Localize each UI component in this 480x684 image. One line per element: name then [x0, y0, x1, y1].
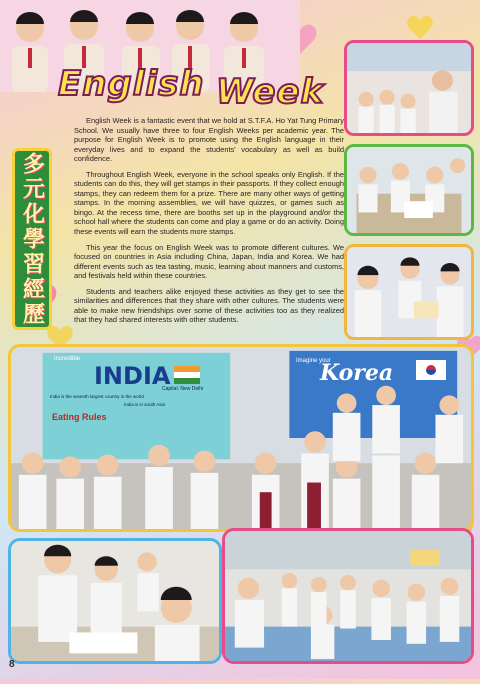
- korea-poster-sub: Imagine your: [296, 358, 331, 364]
- korea-flag: [416, 360, 446, 380]
- page-number: 8: [9, 659, 15, 670]
- photo-bottom-right: [222, 528, 474, 664]
- korea-poster-title: Korea: [320, 360, 394, 386]
- title-english: English: [58, 64, 205, 104]
- paragraph-1: English Week is a fantastic event that we hold at S.T.F.A. Ho Yat Tung Primary School. We usually have three to four English Weeks per academic year. The purpose for English Week is to promote using the English language in their everyday lives and to expand the students' vocabulary as well as build confidence.: [74, 116, 344, 164]
- india-poster-title: INDIA: [94, 362, 171, 390]
- paragraph-2: Throughout English Week, everyone in the school speaks only English. If the students can do this, they will get stamps in their passports. If they collect enough stamps, they can redeem them for a prize. There are many other ways of getting stamps. In the morning assemblies, we will have quizzes, or games such as bingo. At the recess time, there are booths set up in the playground and/or the school hall where the students can come and play a game or do an activity. Doing these events will earn the students more stamps.: [74, 169, 344, 237]
- article-body: [74, 116, 344, 348]
- india-poster-rules: Eating Rules: [52, 412, 107, 422]
- india-poster: [44, 354, 230, 458]
- photo-right-1: [344, 40, 474, 136]
- title-week: Week: [216, 72, 325, 112]
- india-poster-capital: Capital: New Delhi: [162, 386, 204, 392]
- paragraph-4: Students and teachers alike enjoyed these activities as they get to see the similarities and differences that they share with other cultures. The students were able to make new friendships over some of these activities too as they realized that they had shared interests with other students.: [74, 286, 344, 325]
- korea-poster: [290, 352, 460, 392]
- india-poster-location: India is in south Asia: [124, 402, 166, 407]
- paragraph-3: This year the focus on English Week was to promote different cultures. We focused on countries in Asia including China, Japan, India and Korea. We had different events such as tea tasting, music, learning about manners and customs, and festivals held within these countries.: [74, 242, 344, 281]
- side-banner: [12, 148, 52, 330]
- india-poster-fact: India is the seventh largest country in the world: [50, 394, 144, 399]
- side-banner-text: 多元化學習經歷: [19, 151, 45, 327]
- photo-right-2: [344, 144, 474, 236]
- india-poster-sub: Incredible: [54, 356, 81, 362]
- india-flag: [174, 366, 200, 384]
- photo-right-3: [344, 244, 474, 340]
- photo-bottom-left: [8, 538, 222, 664]
